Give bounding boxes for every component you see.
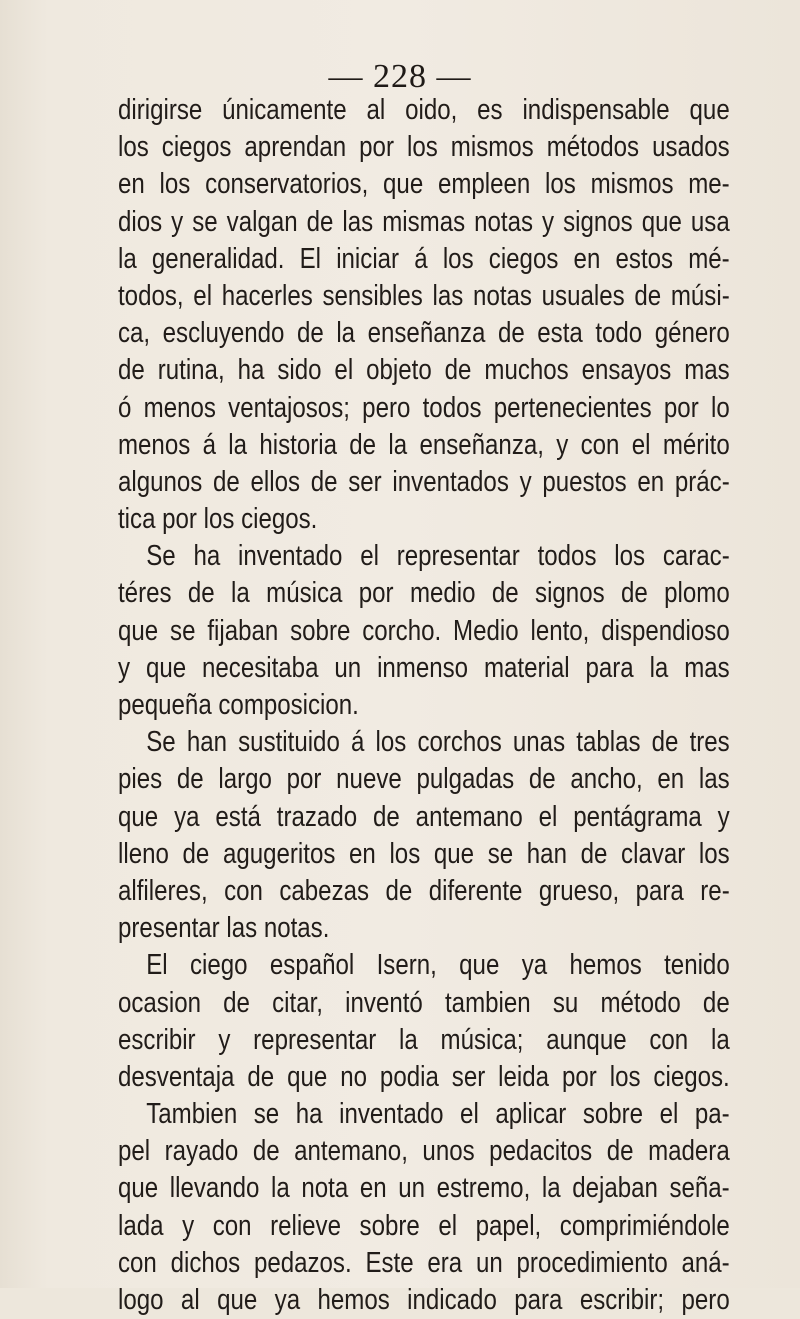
text-line: todos, el hacerles sensibles las notas usuales de músi- xyxy=(118,279,730,312)
text-line: Tambien se ha inventado el aplicar sobre el pa- xyxy=(146,1098,730,1131)
text-line: Se ha inventado el representar todos los carac- xyxy=(146,540,730,573)
text-line: lada y con relieve sobre el papel, comprimiéndole xyxy=(118,1209,730,1242)
text-line: menos á la historia de la enseñanza, y con el mérito xyxy=(118,428,730,461)
text-line: que ya está trazado de antemano el pentágrama y xyxy=(118,800,730,833)
text-line: dios y se valgan de las mismas notas y signos que usa xyxy=(118,205,730,238)
text-line: lleno de agugeritos en los que se han de clavar los xyxy=(118,837,730,870)
text-line: téres de la música por medio de signos de plomo xyxy=(118,577,730,610)
text-line: ocasion de citar, inventó tambien su método de xyxy=(118,986,730,1019)
text-line: la generalidad. El iniciar á los ciegos en estos mé- xyxy=(118,242,730,275)
text-line: El ciego español Isern, que ya hemos tenido xyxy=(146,949,730,982)
text-line: de rutina, ha sido el objeto de muchos ensayos mas xyxy=(118,354,730,387)
page-number: — 228 — xyxy=(328,58,472,95)
text-line: logo al que ya hemos indicado para escribir; pero xyxy=(118,1284,730,1316)
text-line: pies de largo por nueve pulgadas de ancho, en las xyxy=(118,763,730,796)
text-line: Se han sustituido á los corchos unas tablas de tres xyxy=(146,726,730,759)
text-line: algunos de ellos de ser inventados y puestos en prác- xyxy=(118,465,730,498)
text-line: que llevando la nota en un estremo, la dejaban seña- xyxy=(118,1172,730,1205)
text-line: ó menos ventajosos; pero todos pertenecientes por lo xyxy=(118,391,730,424)
text-line: desventaja de que no podia ser leida por los ciegos. xyxy=(118,1060,730,1093)
text-line: pequeña composicion. xyxy=(118,689,359,721)
text-line: dirigirse únicamente al oido, es indispensable que xyxy=(118,94,730,126)
text-line: y que necesitaba un inmenso material para la mas xyxy=(118,651,730,684)
text-line: ca, escluyendo de la enseñanza de esta todo género xyxy=(118,317,730,350)
text-line: en los conservatorios, que empleen los mismos me- xyxy=(118,168,730,201)
text-line: los ciegos aprendan por los mismos métodos usados xyxy=(118,131,730,164)
text-line: tica por los ciegos. xyxy=(118,503,318,536)
text-line: con dichos pedazos. Este era un procedimiento aná- xyxy=(118,1246,730,1279)
text-line: escribir y representar la música; aunque con la xyxy=(118,1023,730,1056)
body-text xyxy=(118,92,730,1319)
text-line: alfileres, con cabezas de diferente grueso, para re- xyxy=(118,874,730,907)
text-line: que se fijaban sobre corcho. Medio lento, dispendioso xyxy=(118,614,730,647)
text-line: pel rayado de antemano, unos pedacitos de madera xyxy=(118,1135,730,1168)
text-line: presentar las notas. xyxy=(118,912,330,945)
